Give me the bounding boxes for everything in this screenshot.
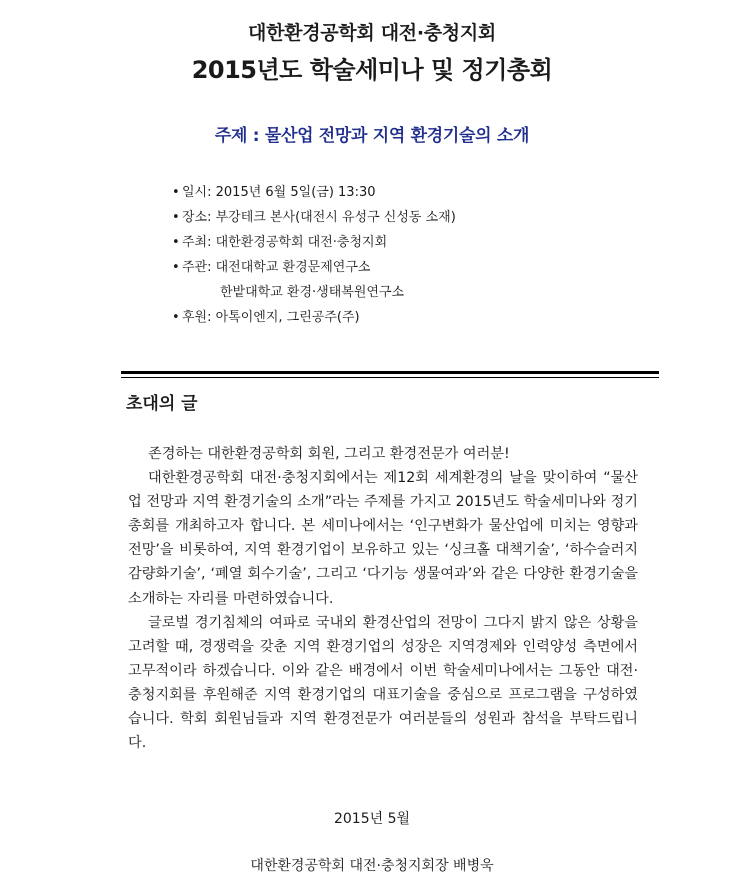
bullet-icon: • xyxy=(172,185,180,200)
organization-title: 대한환경공학회 대전·충청지회 xyxy=(248,22,496,44)
info-host-text: 주최: 대한환경공학회 대전·충청지회 xyxy=(182,235,388,250)
info-organizer-text: 주관: 대전대학교 환경문제연구소 xyxy=(182,260,371,275)
info-organizer-continued xyxy=(172,280,692,305)
info-organizer xyxy=(172,255,692,280)
info-sponsor xyxy=(172,305,692,330)
section-divider-thick xyxy=(121,371,659,374)
bullet-icon: • xyxy=(172,310,180,325)
letter-date: 2015년 5월 xyxy=(333,811,411,827)
info-place-text: 장소: 부강테크 본사(대전시 유성구 신성동 소재) xyxy=(182,210,456,225)
invitation-body xyxy=(128,442,638,755)
event-theme: 주제 : 물산업 전망과 지역 환경기술의 소개 xyxy=(214,126,530,146)
event-info-list xyxy=(172,180,692,330)
info-date-text: 일시: 2015년 6월 5일(금) 13:30 xyxy=(182,185,376,200)
info-place xyxy=(172,205,692,230)
bullet-icon: • xyxy=(172,260,180,275)
bullet-icon: • xyxy=(172,210,180,225)
body-paragraph: 존경하는 대한환경공학회 회원, 그리고 환경전문가 여러분! xyxy=(148,446,510,462)
letter-signature: 대한환경공학회 대전·충청지회장 배병욱 xyxy=(250,858,494,874)
info-sponsor-text: 후원: 아톡이엔지, 그린공주(주) xyxy=(182,310,360,325)
section-heading: 초대의 글 xyxy=(126,394,198,414)
event-title: 2015년도 학술세미나 및 정기총회 xyxy=(191,56,553,84)
body-paragraph: 글로벌 경기침체의 여파로 국내외 환경산업의 전망이 그다지 밝지 않은 상황을 고려할 때, 경쟁력을 갖춘 지역 환경기업의 성장은 지역경제와 인력양성 측면에서 고무적이라 하겠습니다. 이와 같은 배경에서 이번 학술세미나에서는 그동안 대전·충청지회를 후원해준 지역 환경기업의 대표기술을 중심으로 프로그램을 구성하였습니다. 학회 회원님들과 지역 환경전문가 여러분들의 성원과 참석을 부탁드립니다. xyxy=(128,614,638,752)
info-organizer2-text: 한밭대학교 환경·생태복원연구소 xyxy=(220,285,405,300)
section-divider-thin xyxy=(121,377,659,378)
info-date xyxy=(172,180,692,205)
info-host xyxy=(172,230,692,255)
bullet-icon: • xyxy=(172,235,180,250)
body-paragraph: 대한환경공학회 대전·충청지회에서는 제12회 세계환경의 날을 맞이하여 “물산업 전망과 지역 환경기술의 소개”라는 주제를 가지고 2015년도 학술세미나와 정기총회를 개최하고자 합니다. 본 세미나에서는 ‘인구변화가 물산업에 미치는 영향과 전망’을 비롯하여, 지역 환경기업이 보유하고 있는 ‘싱크홀 대책기술’, ‘하수슬러지 감량화기술’, ‘폐열 회수기술’, 그리고 ‘다기능 생물여과’와 같은 다양한 환경기술을 소개하는 자리를 마련하였습니다. xyxy=(128,470,638,607)
